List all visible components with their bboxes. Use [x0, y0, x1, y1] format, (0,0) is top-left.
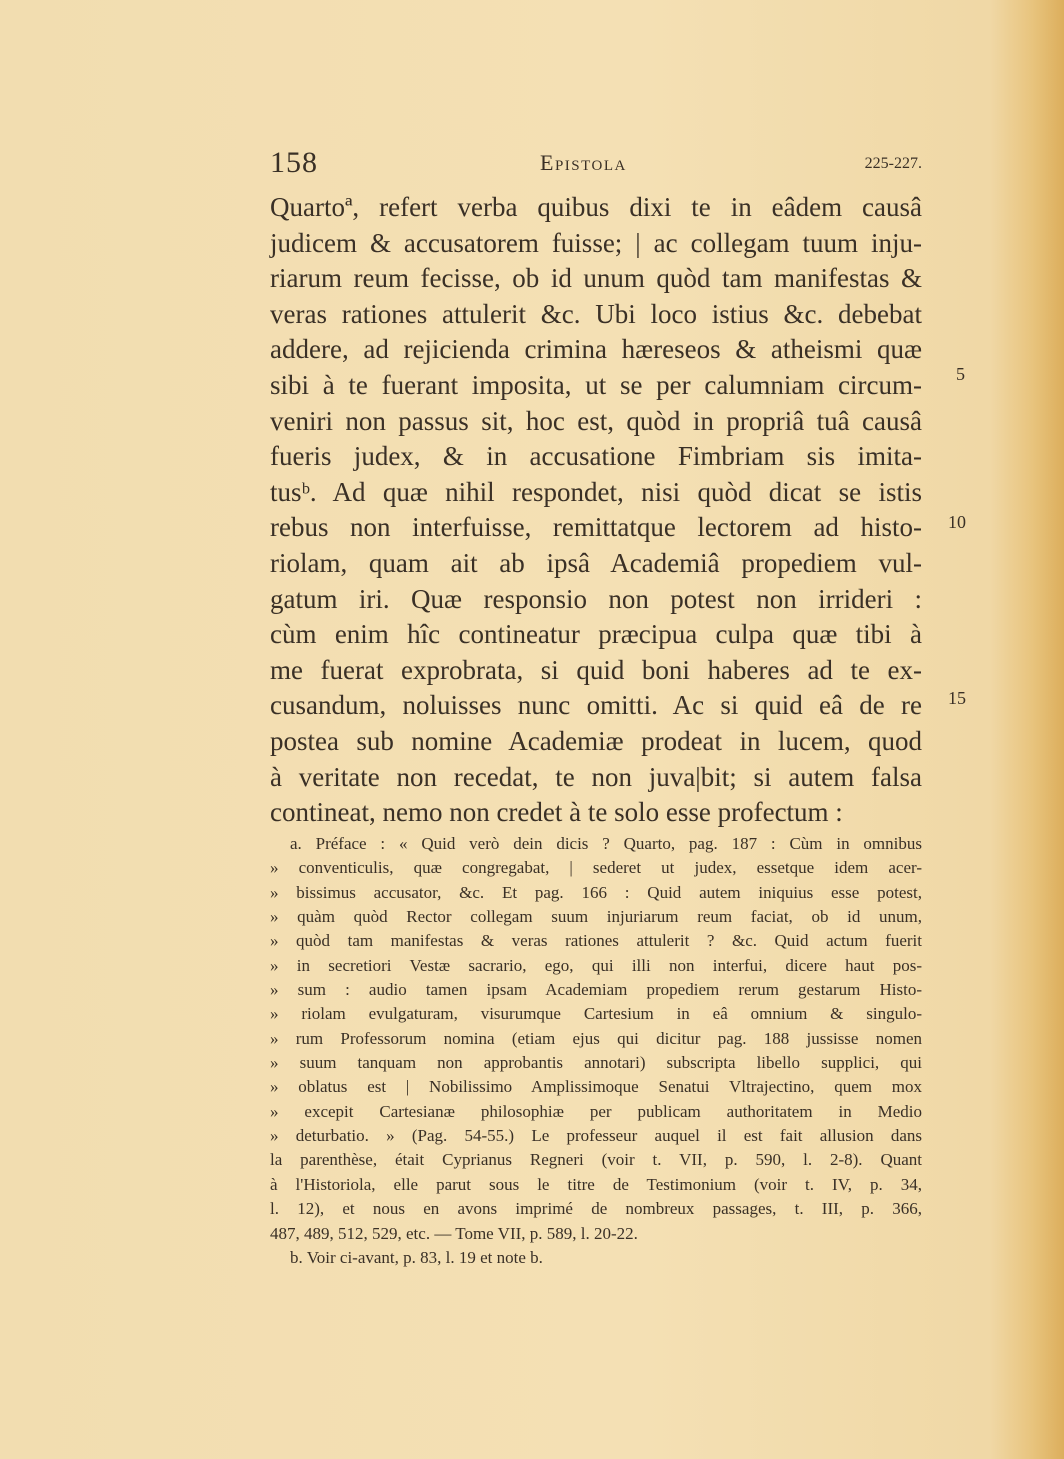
text-line: à veritate non recedat, te non juva|bit; si autem falsa	[270, 761, 922, 792]
footnote-line: » bissimus accusator, &c. Et pag. 166 : Quid autem iniquius esse potest,	[270, 882, 922, 902]
text-line: postea sub nomine Academiæ prodeat in lucem, quod	[270, 725, 922, 756]
text-line: me fuerat exprobrata, si quid boni haberes ad te ex-	[270, 654, 922, 685]
text-line: contineat, nemo non credet à te solo esse profectum :	[270, 797, 843, 828]
footnote-line: » sum : audio tamen ipsam Academiam propediem rerum gestarum Histo-	[270, 980, 922, 1000]
footnotes	[270, 832, 922, 1270]
footnote-line: la parenthèse, était Cyprianus Regneri (voir t. VII, p. 590, l. 2-8). Quant	[270, 1150, 922, 1170]
footnote-line: » quàm quòd Rector collegam suum injuriarum reum faciat, ob id unum,	[270, 907, 922, 927]
text-line: cùm enim hîc contineatur præcipua culpa quæ tibi à	[270, 619, 922, 650]
text-line: tusᵇ. Ad quæ nihil respondet, nisi quòd dicat se istis	[270, 476, 922, 507]
line-number-5: 5	[956, 364, 965, 384]
text-line: cusandum, noluisses nunc omitti. Ac si quid eâ de re	[270, 690, 922, 721]
text-line: veras rationes attulerit &c. Ubi loco istius &c. debebat	[270, 298, 922, 329]
footnote-line: à l'Historiola, elle parut sous le titre de Testimonium (voir t. IV, p. 34,	[270, 1174, 922, 1194]
text-line: riolam, quam ait ab ipsâ Academiâ propediem vul-	[270, 547, 922, 578]
text-line: sibi à te fuerant imposita, ut se per calumniam circum-	[270, 369, 922, 400]
footnote-line: l. 12), et nous en avons imprimé de nombreux passages, t. III, p. 366,	[270, 1199, 922, 1219]
text-line: judicem & accusatorem fuisse; | ac collegam tuum inju-	[270, 227, 922, 258]
text-line: rebus non interfuisse, remittatque lectorem ad histo-	[270, 512, 922, 543]
footnote-line: » conventiculis, quæ congregabat, | sederet ut judex, essetque idem acer-	[270, 858, 922, 878]
line-number-10: 10	[948, 512, 966, 532]
text-line: gatum iri. Quæ responsio non potest non irrideri :	[270, 583, 922, 614]
footnote-line: » rum Professorum nomina (etiam ejus qui dicitur pag. 188 jussisse nomen	[270, 1028, 922, 1048]
text-line: addere, ad rejicienda crimina hæreseos & atheismi quæ	[270, 334, 922, 365]
footnote-line: » oblatus est | Nobilissimo Amplissimoque Senatui Vltrajectino, quem mox	[270, 1077, 922, 1097]
footnote-line: a. Préface : « Quid verò dein dicis ? Quarto, pag. 187 : Cùm in omnibus	[290, 834, 922, 853]
footnote-line: » riolam evulgaturam, visurumque Cartesium in eâ omnium & singulo-	[270, 1004, 922, 1024]
footnote-line: 487, 489, 512, 529, etc. — Tome VII, p. 589, l. 20-22.	[270, 1223, 638, 1243]
line-number-15: 15	[948, 688, 966, 708]
footnote-line: » excepit Cartesianæ philosophiæ per publicam authoritatem in Medio	[270, 1101, 922, 1121]
margin-line-numbers	[948, 0, 988, 1459]
page-number: 158	[270, 146, 318, 179]
footnote-line: » deturbatio. » (Pag. 54-55.) Le professeur auquel il est fait allusion dans	[270, 1126, 922, 1146]
text-line: veniri non passus sit, hoc est, quòd in propriâ tuâ causâ	[270, 405, 922, 436]
text-line: fueris judex, & in accusatione Fimbriam sis imita-	[270, 441, 922, 472]
footnote-line: » quòd tam manifestas & veras rationes attulerit ? &c. Quid actum fuerit	[270, 931, 922, 951]
footnote-line: b. Voir ci-avant, p. 83, l. 19 et note b.	[290, 1247, 543, 1267]
text-line: Quartoª, refert verba quibus dixi te in eâdem causâ	[270, 192, 922, 222]
main-text	[270, 190, 922, 831]
running-title: Epistola	[540, 150, 627, 175]
page-range: 225-227.	[864, 155, 922, 172]
page-header	[270, 146, 922, 182]
footnote-line: » suum tanquam non approbantis annotari) subscripta libello supplici, qui	[270, 1053, 922, 1073]
text-line: riarum reum fecisse, ob id unum quòd tam manifestas &	[270, 263, 922, 294]
footnote-line: » in secretiori Vestæ sacrario, ego, qui illi non interfui, dicere haut pos-	[270, 955, 922, 975]
